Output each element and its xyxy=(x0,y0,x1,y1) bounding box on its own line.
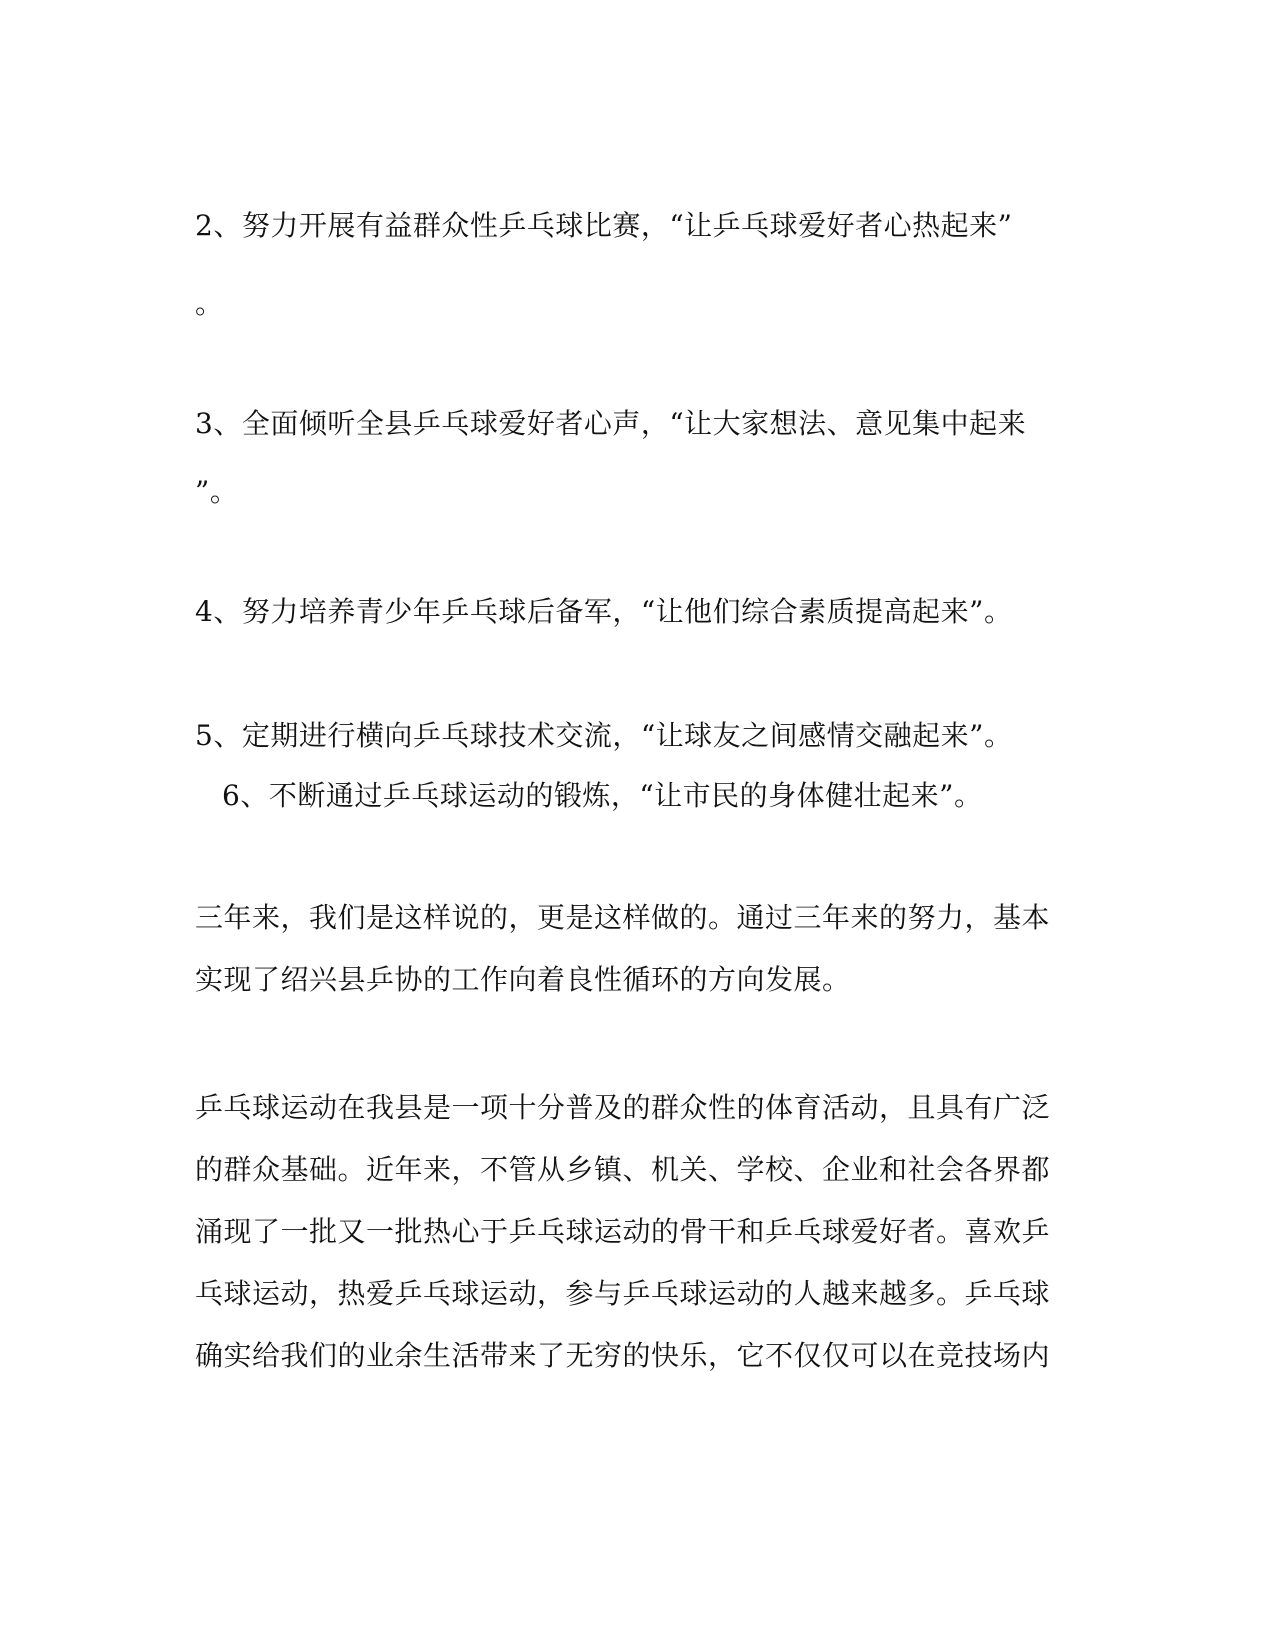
paragraph-2-line-3: 涌现了一批又一批热心于乒乓球运动的骨干和乒乓球爱好者。喜欢乒 xyxy=(195,1215,1051,1248)
paragraph-2-line-4: 乓球运动，热爱乒乓球运动，参与乒乓球运动的人越来越多。乒乓球 xyxy=(195,1277,1051,1310)
item-3-line-1: 3、全面倾听全县乒乓球爱好者心声，“让大家想法、意见集中起来 xyxy=(195,407,1027,440)
paragraph-1-line-1: 三年来，我们是这样说的，更是这样做的。通过三年来的努力，基本 xyxy=(195,901,1051,934)
item-2-line-2: 。 xyxy=(195,287,224,320)
paragraph-2-line-5: 确实给我们的业余生活带来了无穷的快乐，它不仅仅可以在竞技场内 xyxy=(195,1339,1051,1372)
item-5-line: 5、定期进行横向乒乓球技术交流，“让球友之间感情交融起来”。 xyxy=(195,719,1013,752)
item-2-line-1: 2、努力开展有益群众性乒乓球比赛，“让乒乓球爱好者心热起来” xyxy=(195,209,1013,242)
item-4-line: 4、努力培养青少年乒乓球后备军，“让他们综合素质提高起来”。 xyxy=(195,595,1013,628)
paragraph-1-line-2: 实现了绍兴县乒协的工作向着良性循环的方向发展。 xyxy=(195,963,851,996)
item-3-line-2: ”。 xyxy=(195,475,239,508)
paragraph-2-line-2: 的群众基础。近年来，不管从乡镇、机关、学校、企业和社会各界都 xyxy=(195,1153,1051,1186)
item-6-line: 6、不断通过乒乓球运动的锻炼，“让市民的身体健壮起来”。 xyxy=(222,779,983,812)
paragraph-2-line-1: 乒乓球运动在我县是一项十分普及的群众性的体育活动，且具有广泛 xyxy=(195,1091,1051,1124)
